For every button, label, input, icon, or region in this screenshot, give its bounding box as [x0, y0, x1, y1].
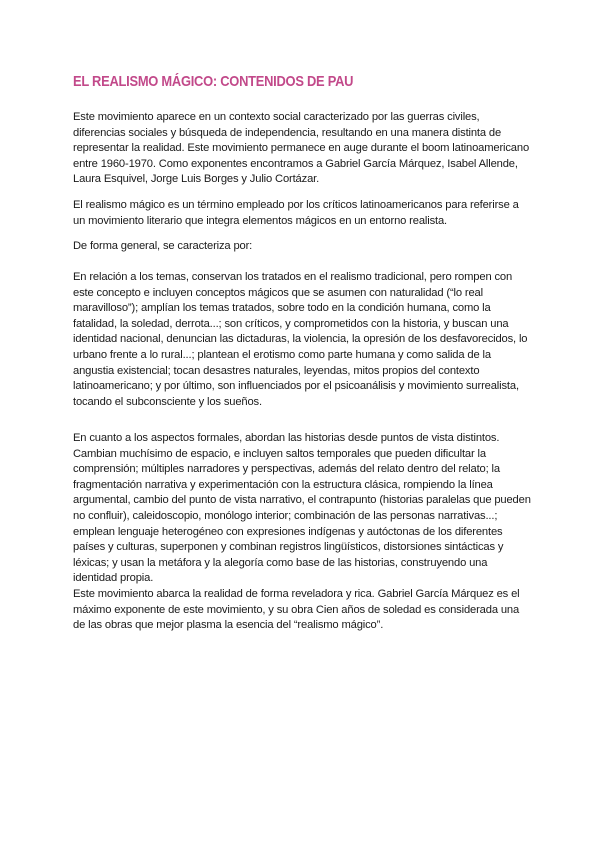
- document-title: EL REALISMO MÁGICO: CONTENIDOS DE PAU: [73, 73, 354, 90]
- paragraph-conclusion: Este movimiento abarca la realidad de forma reveladora y rica. Gabriel García Márquez es el máximo exponente de este movimiento, y su obra Cien años de soledad es considerada una de las obras que mejor plasma la esencia del “realismo mágico”.: [73, 588, 520, 632]
- paragraph-context: Este movimiento aparece en un contexto social caracterizado por las guerras civiles, diferencias sociales y búsqueda de independencia, resultando en una manera distinta de representar la realidad. Este movimiento permanece en auge durante el boom latinoamericano entre 1960-1970. Como exponentes encontramos a Gabriel García Márquez, Isabel Allende, Laura Esquivel, Jorge Luis Borges y Julio Cortázar.: [73, 111, 530, 186]
- paragraph-definition: El realismo mágico es un término empleado por los críticos latinoamericanos para referirse a un movimiento literario que integra elementos mágicos en un entorno realista.: [73, 199, 519, 227]
- paragraph-intro-characteristics: De forma general, se caracteriza por:: [73, 240, 253, 252]
- paragraph-formal-aspects: En cuanto a los aspectos formales, abordan las historias desde puntos de vista distintos. Cambian muchísimo de espacio, e incluyen saltos temporales que pueden dificultar la comprensión; múltiples narradores y perspectivas, además del relato dentro del relato; la fragmentación narrativa y experimentación con la estructura clásica, rompiendo la línea argumental, cambio del punto de vista narrativo, el contrapunto (historias paralelas que pueden no confluir), caleidoscopio, monólogo interior; combinación de las personas narrativas...; emplean lenguaje heterogéneo con expresiones indígenas y autóctonas de los diferentes países y culturas, superponen y combinan registros lingüísticos, distorsiones sintácticas y léxicas; y usan la metáfora y la alegoría como base de las historias, construyendo una identidad propia.: [73, 432, 531, 585]
- paragraph-themes: En relación a los temas, conservan los tratados en el realismo tradicional, pero rompen con este concepto e incluyen conceptos mágicos que se asumen con naturalidad (“lo real maravilloso”); amplían los temas tratados, sobre todo en la condición humana, como la fatalidad, la soledad, derrota...; son críticos, y comprometidos con la historia, y buscan una identidad nacional, denuncian las dictaduras, la violencia, la opresión de los desfavorecidos, lo urbano frente a lo rural...; plantean el erotismo como parte humana y como salida de la angustia existencial; tocan desastres naturales, leyendas, mitos propios del contexto latinoamericano; y por último, son influenciados por el psicoanálisis y movimiento surrealista, tocando el subconsciente y los sueños.: [73, 271, 528, 408]
